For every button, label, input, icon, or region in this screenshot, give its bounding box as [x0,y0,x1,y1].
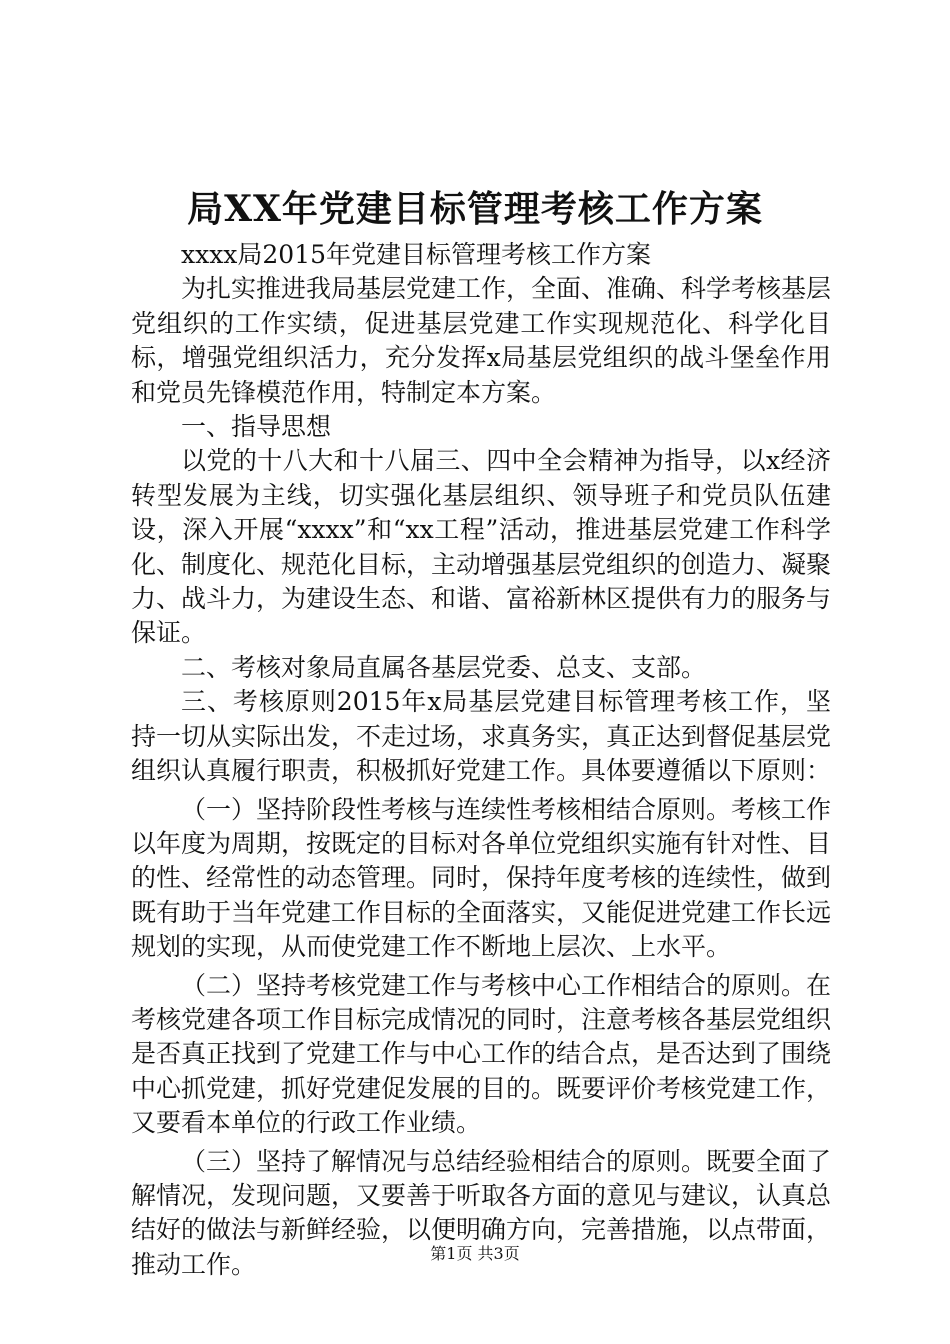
subtitle-paragraph: xxxx局2015年党建目标管理考核工作方案 [181,240,652,269]
section-heading-guiding-thought: 一、指导思想 [181,412,332,442]
principle-two-paragraph: （二）坚持考核党建工作与考核中心工作相结合的原则。在考核党建各项工作目标完成情况的同时，注意考核各基层党组织是否真正找到了党建工作与中心工作的结合点，是否达到了围绕中心抓党建，抓好党建促发展的目的。既要评价考核党建工作，又要看本单位的行政工作业绩。 [131,970,832,1138]
assessment-target-paragraph: 二、考核对象局直属各基层党委、总支、支部。 [181,652,707,682]
guiding-thought-paragraph: 以党的十八大和十八届三、四中全会精神为指导，以x经济转型发展为主线，切实强化基层组织、领导班子和党员队伍建设，深入开展“xxxx”和“xx工程”活动，推进基层党建工作科学化、制度化、规范化目标，主动增强基层党组织的创造力、凝聚力、战斗力，为建设生态、和谐、富裕新林区提供有力的服务与保证。 [131,446,832,648]
principle-one-paragraph: （一）坚持阶段性考核与连续性考核相结合原则。考核工作以年度为周期，按既定的目标对各单位党组织实施有针对性、目的性、经常性的动态管理。同时，保持年度考核的连续性，做到既有助于当年党建工作目标的全面落实，又能促进党建工作长远规划的实现，从而使党建工作不断地上层次、上水平。 [131,794,832,962]
document-title: 局XX年党建目标管理考核工作方案 [187,188,763,230]
assessment-principle-paragraph: 三、考核原则2015年x局基层党建目标管理考核工作，坚持一切从实际出发，不走过场，求真务实，真正达到督促基层党组织认真履行职责，积极抓好党建工作。具体要遵循以下原则： [131,687,832,786]
intro-paragraph: 为扎实推进我局基层党建工作，全面、准确、科学考核基层党组织的工作实绩，促进基层党建工作实现规范化、科学化目标，增强党组织活力，充分发挥x局基层党组织的战斗堡垒作用和党员先锋模范作用，特制定本方案。 [131,274,832,407]
page-number-footer: 第1页 共3页 [430,1244,520,1263]
document-body [131,238,831,1282]
principle-three-paragraph: （三）坚持了解情况与总结经验相结合的原则。既要全面了解情况，发现问题，又要善于听取各方面的意见与建议，认真总结好的做法与新鲜经验，以便明确方向，完善措施，以点带面，推动工作。 [131,1146,832,1279]
